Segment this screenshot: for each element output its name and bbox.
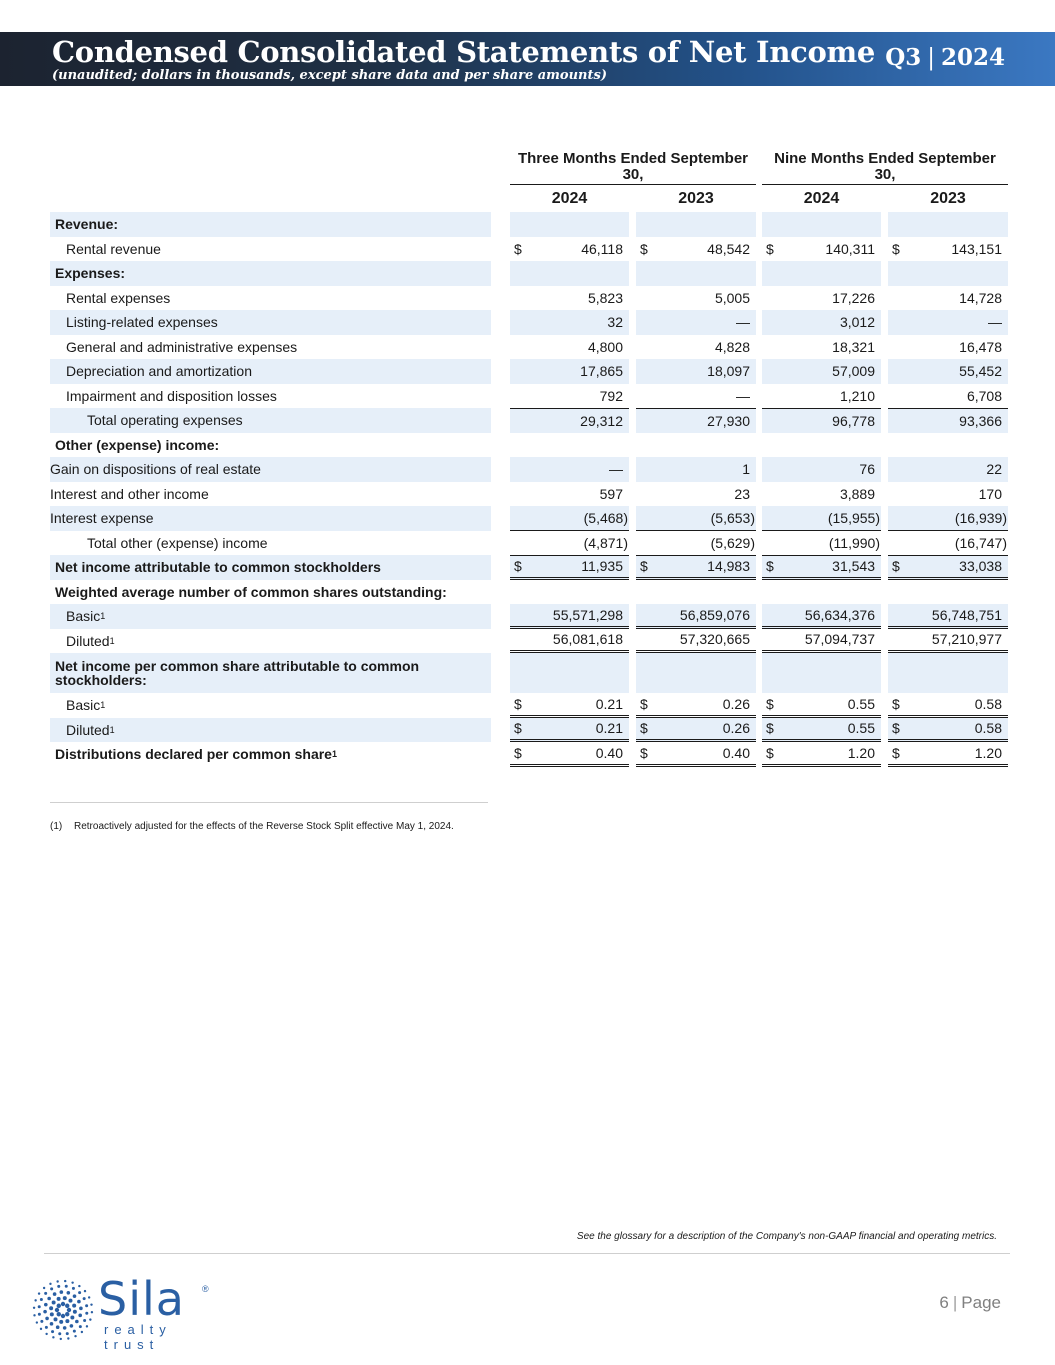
table-cell [762,580,881,605]
table-cell [636,482,756,507]
cell-value: 0.55 [847,720,875,737]
row-label [50,604,491,629]
cell-value: 14,728 [959,289,1002,306]
currency-symbol: $ [514,720,522,737]
cell-value: (11,990) [828,534,880,551]
table-cell [510,408,629,433]
table-cell [636,237,756,262]
row-label [50,212,491,237]
row-label-text: Listing-related expenses [66,314,218,331]
cell-value: 57,320,665 [679,631,750,648]
table-row [0,482,1055,507]
table-cell [636,408,756,433]
table-cell [510,212,629,237]
cell-value: 17,865 [580,363,623,380]
column-year: 2023 [678,190,714,207]
table-cell [636,693,756,718]
cell-value: 0.26 [722,720,750,737]
currency-symbol: $ [892,720,900,737]
row-label-text: General and administrative expenses [66,338,298,355]
cell-value: (5,468) [583,509,628,526]
cell-value: 170 [978,485,1002,502]
table-cell [636,286,756,311]
cell-value: — [736,314,750,331]
cell-value: 4,800 [587,338,623,355]
cell-value: 1 [742,461,750,478]
table-cell [762,237,881,262]
table-cell [636,457,756,482]
cell-value: — [988,314,1002,331]
table-cell [510,310,629,335]
cell-value: 55,452 [959,363,1002,380]
report-period [885,44,1005,71]
table-cell [888,506,1008,531]
row-label [50,580,491,605]
row-label [50,457,491,482]
table-cell [888,629,1008,654]
table-cell [510,742,629,767]
currency-symbol: $ [766,720,774,737]
cell-value: 56,634,376 [804,606,875,623]
currency-symbol: $ [514,240,522,257]
table-cell [888,482,1008,507]
table-cell [762,212,881,237]
cell-value: (5,629) [710,534,755,551]
table-cell [888,555,1008,580]
cell-value: 93,366 [959,412,1002,429]
table-cell [762,718,881,743]
page-number: 6 [939,1293,949,1312]
table-cell [636,653,756,693]
page-subtitle: (unaudited; dollars in thousands, except share data and per share amounts) [52,68,607,83]
cell-value: 5,823 [587,289,623,306]
table-cell [888,718,1008,743]
cell-value: 31,543 [832,558,875,575]
currency-symbol: $ [892,695,900,712]
footnote-text: Retroactively adjusted for the effects of the Reverse Stock Split effective May 1, 2024. [74,821,454,832]
row-label-text: Rental revenue [66,240,161,257]
cell-value: 57,009 [832,363,875,380]
currency-symbol: $ [892,558,900,575]
row-label [50,310,491,335]
table-cell [510,693,629,718]
row-label-text: Expenses: [55,265,126,282]
table-cell [636,742,756,767]
currency-symbol: $ [766,558,774,575]
footnote-marker: 1 [100,700,106,711]
currency-symbol: $ [640,744,648,761]
column-group-rule [510,184,756,185]
table-row [0,237,1055,262]
row-label [50,359,491,384]
table-cell [636,261,756,286]
footnote-marker: 1 [109,635,115,646]
row-label-text: Basic [66,608,101,625]
cell-value: 0.21 [595,695,623,712]
cell-value: 3,012 [839,314,875,331]
table-row [0,433,1055,458]
column-group-three-months: Three Months Ended September 30, [517,150,749,183]
table-cell [510,531,629,556]
table-cell [762,408,881,433]
row-label-text: Impairment and disposition losses [66,387,277,404]
table-row [0,457,1055,482]
cell-value: 11,935 [581,558,623,575]
table-cell [510,482,629,507]
cell-value: 56,748,751 [931,606,1002,623]
cell-value: 17,226 [832,289,875,306]
currency-symbol: $ [892,744,900,761]
table-row [0,693,1055,718]
row-label [50,237,491,262]
row-label [50,506,491,531]
row-label [50,629,491,654]
table-row [0,384,1055,409]
table-row [0,335,1055,360]
table-row [0,212,1055,237]
table-row [0,555,1055,580]
period-separator: | [927,45,935,71]
table-cell [762,286,881,311]
table-cell [762,384,881,409]
title-banner [0,32,1055,86]
cell-value: 597 [599,485,623,502]
table-row [0,359,1055,384]
table-cell [510,433,629,458]
page-indicator [939,1293,1001,1313]
table-cell [636,555,756,580]
cell-value: 48,542 [707,240,750,257]
row-label-text: Net income per common share attributable to common stockholders: [55,658,420,688]
row-label [50,286,491,311]
row-label [50,693,491,718]
table-cell [510,629,629,654]
table-cell [888,310,1008,335]
cell-value: 57,094,737 [804,631,875,648]
row-label-text: Weighted average number of common shares outstanding: [55,583,447,600]
cell-value: 32 [607,314,623,331]
table-cell [636,604,756,629]
footer-divider [44,1253,1010,1254]
logo-tagline: realty trust [104,1322,172,1352]
table-cell [762,335,881,360]
table-row [0,629,1055,654]
table-cell [762,604,881,629]
table-cell [888,359,1008,384]
cell-value: 33,038 [959,558,1002,575]
cell-value: 4,828 [714,338,750,355]
table-cell [636,718,756,743]
cell-value: 29,312 [580,412,623,429]
cell-value: (4,871) [583,534,628,551]
table-row [0,506,1055,531]
footnote-marker: 1 [100,611,106,622]
cell-value: 1.20 [847,744,875,761]
cell-value: (16,939) [954,509,1007,526]
currency-symbol: $ [892,240,900,257]
table-cell [636,310,756,335]
table-cell [762,310,881,335]
table-row [0,742,1055,767]
table-cell [762,506,881,531]
currency-symbol: $ [640,240,648,257]
table-cell [636,359,756,384]
table-cell [510,506,629,531]
row-label [50,433,491,458]
report-quarter: Q3 [885,44,922,71]
footnote-number: (1) [50,821,63,832]
cell-value: 22 [986,461,1002,478]
column-year: 2023 [930,190,966,207]
row-label-text: Interest expense [50,510,154,527]
table-cell [636,629,756,654]
table-cell [888,604,1008,629]
cell-value: — [609,461,623,478]
table-row [0,310,1055,335]
table-cell [636,580,756,605]
row-label [50,261,491,286]
row-label [50,718,491,743]
table-cell [888,335,1008,360]
column-year: 2024 [803,190,840,207]
table-cell [888,580,1008,605]
page-label: Page [961,1293,1001,1312]
currency-symbol: $ [514,744,522,761]
table-row [0,653,1055,693]
currency-symbol: $ [514,558,522,575]
row-label [50,653,491,693]
table-row [0,261,1055,286]
currency-symbol: $ [766,240,774,257]
glossary-note: See the glossary for a description of the Company's non-GAAP financial and operating metrics. [576,1231,997,1242]
row-label [50,742,491,767]
row-label [50,482,491,507]
table-row [0,718,1055,743]
row-label-text: Total other (expense) income [87,534,268,551]
table-cell [762,433,881,458]
table-cell [510,718,629,743]
sila-starburst-icon [30,1278,96,1342]
table-cell [888,237,1008,262]
row-label-text: Total operating expenses [87,412,243,429]
cell-value: (15,955) [827,509,880,526]
report-year: 2024 [940,44,1005,71]
cell-value: 143,151 [951,240,1002,257]
logo-wordmark: Sila [98,1272,185,1326]
footnote-marker: 1 [331,749,337,760]
table-cell [636,506,756,531]
cell-value: 792 [599,387,623,404]
row-label-text: Revenue: [55,216,119,233]
footnote-divider [50,802,488,803]
table-cell [888,531,1008,556]
table-cell [762,359,881,384]
table-cell [888,286,1008,311]
footnote-marker: 1 [109,724,115,735]
currency-symbol: $ [640,558,648,575]
table-cell [636,433,756,458]
row-label-text: Diluted [66,721,110,738]
table-row [0,408,1055,433]
cell-value: 18,097 [707,363,750,380]
currency-symbol: $ [766,695,774,712]
table-cell [762,261,881,286]
cell-value: 0.40 [722,744,750,761]
row-label [50,555,491,580]
cell-value: 5,005 [714,289,750,306]
table-cell [510,653,629,693]
table-row [0,604,1055,629]
cell-value: 57,210,977 [931,631,1002,648]
cell-value: 18,321 [832,338,875,355]
logo-registered-mark: ® [202,1284,209,1294]
cell-value: (5,653) [710,509,755,526]
cell-value: 6,708 [966,387,1002,404]
column-group-nine-months: Nine Months Ended September 30, [774,150,996,183]
cell-value: 14,983 [707,558,750,575]
cell-value: 0.55 [847,695,875,712]
table-cell [510,237,629,262]
row-label-text: Rental expenses [66,289,171,306]
table-cell [888,212,1008,237]
table-cell [636,384,756,409]
row-label-text: Gain on dispositions of real estate [50,461,261,478]
table-cell [636,335,756,360]
table-cell [636,531,756,556]
table-cell [888,384,1008,409]
table-cell [762,457,881,482]
table-cell [510,335,629,360]
table-cell [762,693,881,718]
table-cell [510,555,629,580]
row-label-text: Diluted [66,632,110,649]
table-cell [510,384,629,409]
table-cell [888,653,1008,693]
cell-value: 46,118 [581,240,623,257]
table-cell [510,457,629,482]
cell-value: 0.58 [974,695,1002,712]
cell-value: 23 [734,485,750,502]
column-year: 2024 [551,190,588,207]
table-cell [510,604,629,629]
table-cell [888,408,1008,433]
row-label-text: Basic [66,697,101,714]
cell-value: 56,081,618 [552,631,623,648]
currency-symbol: $ [640,695,648,712]
row-label-text: Distributions declared per common share [55,746,332,763]
row-label-text: Interest and other income [50,485,209,502]
cell-value: 0.40 [595,744,623,761]
page-separator: | [952,1293,958,1312]
table-cell [510,286,629,311]
row-label-text: Depreciation and amortization [66,363,252,380]
table-cell [888,433,1008,458]
table-cell [510,359,629,384]
currency-symbol: $ [640,720,648,737]
currency-symbol: $ [766,744,774,761]
table-cell [888,457,1008,482]
table-cell [762,742,881,767]
cell-value: 140,311 [825,240,875,257]
cell-value: 3,889 [839,485,875,502]
table-cell [762,629,881,654]
cell-value: 16,478 [959,338,1002,355]
company-logo [30,1272,220,1352]
table-cell [888,742,1008,767]
table-cell [762,555,881,580]
table-cell [510,580,629,605]
cell-value: 56,859,076 [679,606,750,623]
table-cell [888,693,1008,718]
cell-value: 27,930 [707,412,750,429]
cell-value: — [736,387,750,404]
table-cell [636,212,756,237]
row-label-text: Net income attributable to common stockholders [55,559,381,576]
cell-value: 0.26 [722,695,750,712]
row-label [50,531,491,556]
table-row [0,531,1055,556]
cell-value: 1.20 [974,744,1002,761]
table-cell [762,531,881,556]
table-cell [762,653,881,693]
row-label [50,408,491,433]
cell-value: 0.21 [595,720,623,737]
cell-value: (16,747) [954,534,1007,551]
column-group-rule [762,184,1008,185]
table-row [0,286,1055,311]
table-cell [888,261,1008,286]
row-label [50,384,491,409]
cell-value: 55,571,298 [552,606,623,623]
table-row [0,580,1055,605]
footnote [50,821,454,832]
cell-value: 1,210 [839,387,875,404]
cell-value: 76 [859,461,875,478]
cell-value: 0.58 [974,720,1002,737]
page-title: Condensed Consolidated Statements of Net Income [52,35,876,69]
row-label [50,335,491,360]
table-cell [762,482,881,507]
table-cell [510,261,629,286]
row-label-text: Other (expense) income: [55,436,220,453]
cell-value: 96,778 [832,412,875,429]
currency-symbol: $ [514,695,522,712]
